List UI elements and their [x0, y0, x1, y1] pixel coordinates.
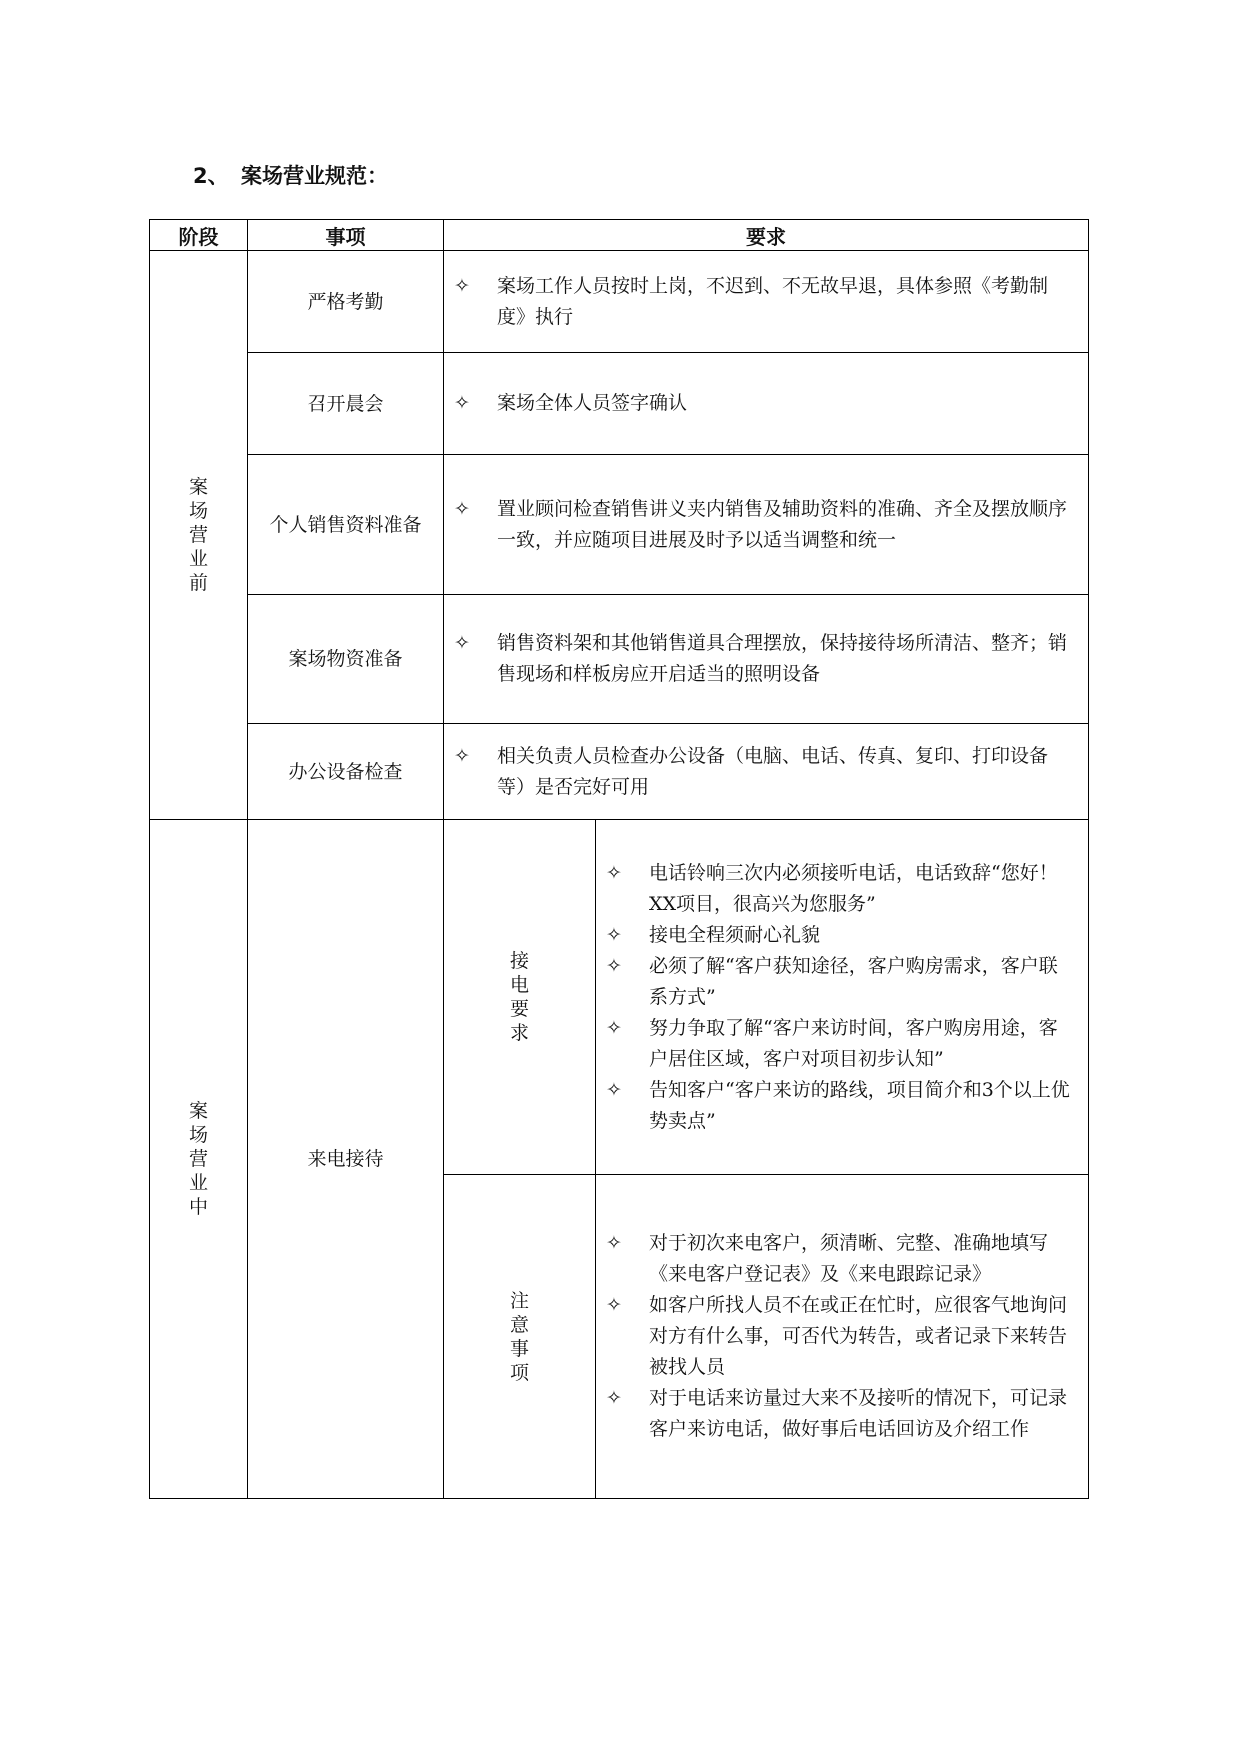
requirement-cell	[444, 724, 1089, 820]
header-item: 事项	[248, 220, 444, 251]
requirement-item: ✧ 置业顾问检查销售讲义夹内销售及辅助资料的准确、齐全及摆放顺序一致，并应随项目进展及时予以适当调整和统一	[454, 494, 1074, 556]
bullet-icon: ✧	[606, 954, 622, 977]
item-cell: 召开晨会	[248, 353, 444, 455]
requirement-cell	[444, 251, 1089, 353]
requirement-cell	[596, 820, 1089, 1175]
table-header-row	[150, 220, 1089, 251]
requirement-item: ✧ 努力争取了解“客户来访时间，客户购房用途，客户居住区域，客户对项目初步认知”	[606, 1013, 1074, 1075]
bullet-icon: ✧	[454, 632, 470, 654]
requirement-item: ✧ 电话铃响三次内必须接听电话，电话致辞“您好！XX项目，很高兴为您服务”	[606, 858, 1074, 920]
stage-label: 案场营业前	[188, 476, 208, 594]
bullet-icon: ✧	[606, 1294, 622, 1316]
requirement-item: ✧ 相关负责人员检查办公设备（电脑、电话、传真、复印、打印设备等）是否完好可用	[454, 741, 1074, 803]
bullet-icon: ✧	[606, 1016, 622, 1039]
bullet-icon: ✧	[606, 923, 622, 946]
requirement-cell	[444, 595, 1089, 724]
table-row	[150, 724, 1089, 820]
item-cell: 个人销售资料准备	[248, 455, 444, 595]
item-cell: 案场物资准备	[248, 595, 444, 724]
subsection-label-cell	[444, 820, 596, 1175]
requirement-item: ✧ 如客户所找人员不在或正在忙时，应很客气地询问对方有什么事，可否代为转告，或者记录下来转告被找人员	[606, 1290, 1074, 1383]
requirement-item: ✧ 案场工作人员按时上岗，不迟到、不无故早退，具体参照《考勤制度》执行	[454, 271, 1074, 333]
bullet-icon: ✧	[454, 274, 470, 297]
bullet-icon: ✧	[454, 744, 470, 767]
requirement-cell	[596, 1175, 1089, 1499]
sales-spec-table	[149, 219, 1089, 1499]
subsection-label-cell	[444, 1175, 596, 1499]
bullet-icon: ✧	[454, 392, 470, 414]
requirement-item: ✧ 案场全体人员签字确认	[454, 388, 1074, 419]
stage-label: 案场营业中	[188, 1100, 208, 1218]
bullet-icon: ✧	[606, 861, 622, 884]
section-heading	[193, 160, 388, 190]
table-row	[150, 353, 1089, 455]
stage-during-cell	[150, 820, 248, 1499]
section-number: 2、	[193, 164, 229, 188]
item-cell: 来电接待	[248, 820, 444, 1499]
bullet-icon: ✧	[606, 1078, 622, 1101]
requirement-item: ✧ 销售资料架和其他销售道具合理摆放，保持接待场所清洁、整齐；销售现场和样板房应开启适当的照明设备	[454, 628, 1074, 690]
table-row	[150, 455, 1089, 595]
requirement-item: ✧ 对于电话来访量过大来不及接听的情况下，可记录客户来访电话，做好事后电话回访及介绍工作	[606, 1383, 1074, 1445]
item-cell: 办公设备检查	[248, 724, 444, 820]
bullet-icon: ✧	[454, 497, 470, 520]
section-title: 案场营业规范：	[241, 164, 388, 188]
table-row	[150, 820, 1089, 1175]
requirement-item: ✧ 对于初次来电客户，须清晰、完整、准确地填写《来电客户登记表》及《来电跟踪记录》	[606, 1228, 1074, 1290]
requirement-cell	[444, 455, 1089, 595]
header-requirement: 要求	[444, 220, 1089, 251]
requirement-cell	[444, 353, 1089, 455]
requirement-item: ✧ 接电全程须耐心礼貌	[606, 920, 1074, 951]
requirement-item: ✧ 告知客户“客户来访的路线，项目简介和3个以上优势卖点”	[606, 1075, 1074, 1137]
subsection-label: 接电要求	[509, 950, 529, 1044]
item-cell: 严格考勤	[248, 251, 444, 353]
stage-before-cell	[150, 251, 248, 820]
header-stage: 阶段	[150, 220, 248, 251]
bullet-icon: ✧	[606, 1387, 622, 1409]
table-row	[150, 595, 1089, 724]
table-row	[150, 251, 1089, 353]
subsection-label: 注意事项	[509, 1289, 529, 1384]
bullet-icon: ✧	[606, 1232, 622, 1254]
requirement-item: ✧ 必须了解“客户获知途径，客户购房需求，客户联系方式”	[606, 951, 1074, 1013]
